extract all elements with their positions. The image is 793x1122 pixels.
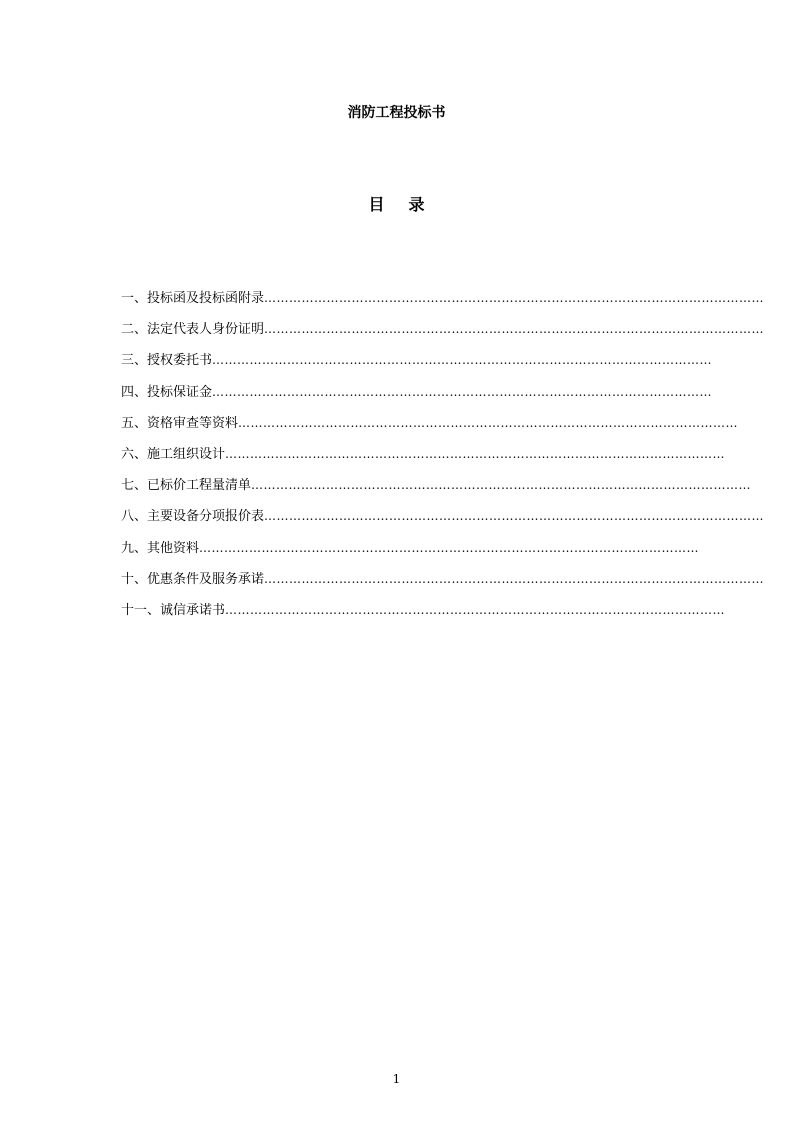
toc-dot-leader: ………………………………………………………………………………………………………… (264, 509, 765, 524)
toc-dot-leader: ………………………………………………………………………………………………………… (264, 322, 765, 337)
toc-dot-leader: ………………………………………………………………………………………………………… (225, 446, 726, 461)
toc-entry[interactable] (121, 350, 713, 381)
toc-dot-leader: ………………………………………………………………………………………………………… (212, 384, 713, 399)
toc-dot-leader: ………………………………………………………………………………………………………… (251, 478, 752, 493)
toc-entry-label: 一、投标函及投标函附录 (121, 291, 265, 306)
toc-dot-leader: ………………………………………………………………………………………………………… (264, 291, 765, 305)
toc-entry[interactable] (121, 506, 765, 537)
toc-dot-leader: ………………………………………………………………………………………………………… (264, 571, 765, 586)
toc-entry-label: 十、优惠条件及服务承诺 (121, 571, 265, 587)
toc-entry-label: 十一、诚信承诺书 (121, 602, 226, 618)
toc-entry-label: 二、法定代表人身份证明 (121, 322, 265, 338)
toc-entry[interactable] (121, 288, 765, 319)
toc-entry-label: 四、投标保证金 (121, 384, 213, 400)
toc-entry[interactable] (121, 413, 739, 444)
document-title: 消防工程投标书 (347, 105, 446, 121)
toc-entry-label: 六、施工组织设计 (121, 446, 226, 462)
page-number: 1 (392, 1072, 401, 1086)
toc-dot-leader: ………………………………………………………………………………………………………… (238, 415, 739, 430)
toc-entry-label: 七、已标价工程量清单 (121, 478, 252, 494)
table-of-contents (121, 288, 765, 631)
toc-entry[interactable] (121, 569, 765, 600)
toc-entry-label: 五、资格审查等资料 (121, 415, 239, 431)
toc-heading: 目录 (368, 195, 449, 214)
toc-entry[interactable] (121, 600, 726, 631)
toc-dot-leader: ………………………………………………………………………………………………………… (225, 602, 726, 617)
toc-entry[interactable] (121, 444, 726, 475)
toc-entry[interactable] (121, 382, 713, 413)
toc-entry-label: 九、其他资料 (121, 540, 200, 556)
toc-dot-leader: ………………………………………………………………………………………………………… (212, 353, 713, 368)
toc-entry[interactable] (121, 475, 752, 506)
toc-entry-label: 三、授权委托书 (121, 353, 213, 369)
toc-entry[interactable] (121, 538, 700, 569)
toc-entry[interactable] (121, 319, 765, 350)
toc-entry-label: 八、主要设备分项报价表 (121, 509, 265, 525)
toc-dot-leader: ………………………………………………………………………………………………………… (199, 540, 700, 555)
